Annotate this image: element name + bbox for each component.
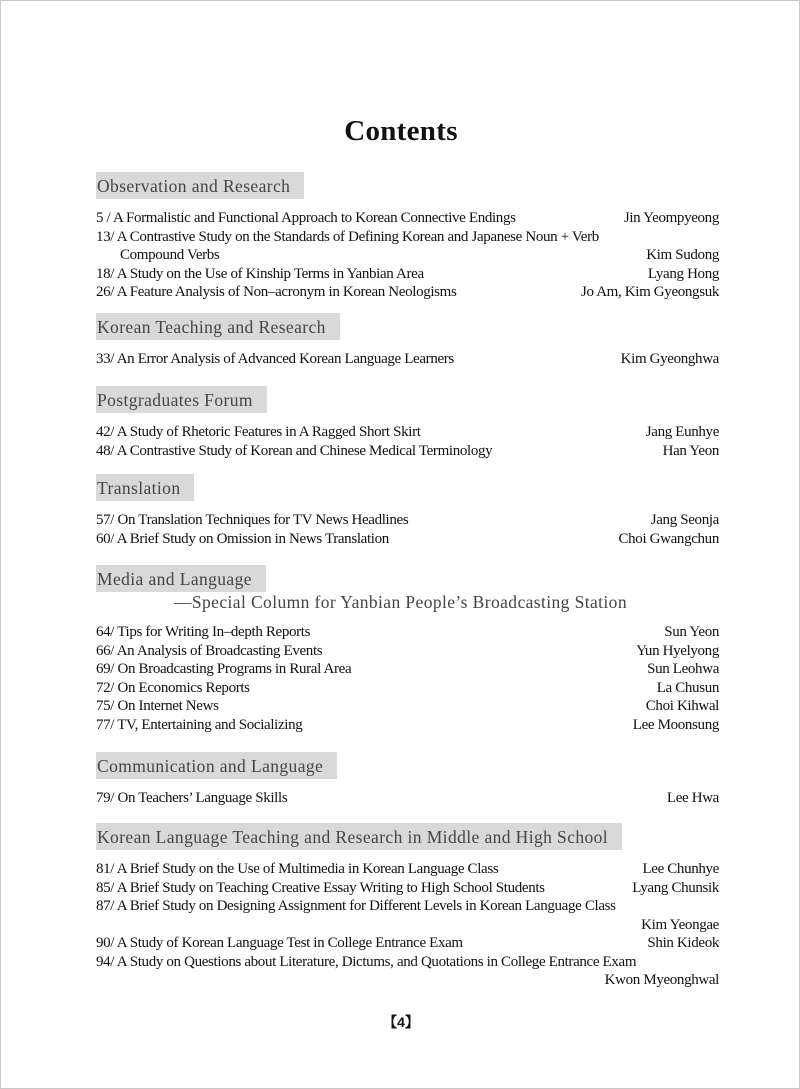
- toc-entry: [96, 350, 719, 369]
- toc-entry: [96, 623, 719, 642]
- entry-author: Jang Seonja: [650, 512, 719, 528]
- section-heading: Media and Language: [96, 565, 266, 592]
- toc-entry: [96, 642, 719, 661]
- entry-list: [96, 511, 719, 548]
- toc-entry: [96, 879, 719, 898]
- entry-author: Kim Sudong: [646, 247, 719, 263]
- section-heading: Communication and Language: [96, 752, 337, 779]
- entry-list: [96, 209, 719, 302]
- toc-entry: [96, 283, 719, 302]
- section-heading: Postgraduates Forum: [96, 386, 267, 413]
- toc-entry: [96, 716, 719, 735]
- toc-entry: [96, 697, 719, 716]
- entry-author: Lyang Hong: [647, 265, 719, 282]
- entry-author: Lee Hwa: [666, 790, 719, 806]
- entry-title: 48/ A Contrastive Study of Korean and Chinese Medical Terminology: [96, 442, 493, 459]
- entry-title: 94/ A Study on Questions about Literature, Dictums, and Quotations in College Entrance Exam: [96, 953, 637, 970]
- entry-title: 81/ A Brief Study on the Use of Multimedia in Korean Language Class: [96, 861, 499, 877]
- entry-author: Jin Yeompyeong: [623, 210, 719, 226]
- section-middle-high-school: [96, 823, 719, 990]
- section-subheading: —Special Column for Yanbian People’s Broadcasting Station: [174, 592, 627, 612]
- section-communication-language: [96, 752, 719, 808]
- entry-title: 87/ A Brief Study on Designing Assignment for Different Levels in Korean Language Class: [96, 898, 616, 914]
- entry-author: Kim Yeongae: [641, 916, 719, 933]
- entry-title: 85/ A Brief Study on Teaching Creative Essay Writing to High School Students: [96, 879, 545, 896]
- toc-entry: [96, 442, 719, 461]
- section-observation-research: [96, 172, 719, 302]
- entry-title: 33/ An Error Analysis of Advanced Korean Language Learners: [96, 351, 454, 367]
- entry-title: 75/ On Internet News: [96, 698, 219, 714]
- entry-title: 90/ A Study of Korean Language Test in College Entrance Exam: [96, 935, 463, 951]
- entry-title: 69/ On Broadcasting Programs in Rural Area: [96, 661, 352, 677]
- toc-entry: [96, 511, 719, 530]
- entry-title-continuation: Compound Verbs: [120, 247, 220, 263]
- page-number: 【4】: [383, 1014, 419, 1030]
- entry-author: Shin Kideok: [647, 935, 719, 951]
- toc-entry: [96, 265, 719, 284]
- entry-title: 18/ A Study on the Use of Kinship Terms in Yanbian Area: [96, 265, 424, 282]
- entry-author: Kwon Myeonghwal: [604, 972, 719, 988]
- entry-author: Lyang Chunsik: [632, 879, 719, 896]
- entry-title: 5 / A Formalistic and Functional Approach to Korean Connective Endings: [96, 210, 516, 226]
- toc-entry: [96, 679, 719, 698]
- section-korean-teaching-research: [96, 313, 719, 369]
- entry-author: Lee Moonsung: [632, 716, 719, 733]
- entry-list: [96, 623, 719, 734]
- entry-title: 64/ Tips for Writing In–depth Reports: [96, 624, 311, 640]
- toc-entry: [96, 228, 719, 265]
- entry-title: 42/ A Study of Rhetoric Features in A Ragged Short Skirt: [96, 424, 421, 440]
- toc-entry: [96, 789, 719, 808]
- entry-author: Jang Eunhye: [645, 424, 719, 440]
- entry-title-continued: [96, 246, 719, 265]
- section-postgraduates-forum: [96, 386, 719, 460]
- toc-entry: [96, 423, 719, 442]
- entry-list: [96, 860, 719, 990]
- entry-title: 60/ A Brief Study on Omission in News Translation: [96, 530, 389, 547]
- section-heading: Korean Teaching and Research: [96, 313, 340, 340]
- entry-list: [96, 423, 719, 460]
- entry-title: 66/ An Analysis of Broadcasting Events: [96, 642, 323, 659]
- entry-title: 13/ A Contrastive Study on the Standards of Defining Korean and Japanese Noun + Verb: [96, 228, 599, 245]
- entry-title: 77/ TV, Entertaining and Socializing: [96, 716, 303, 733]
- section-media-language: [96, 565, 719, 734]
- entry-author: Yun Hyelyong: [636, 642, 719, 659]
- entry-author: Choi Gwangchun: [618, 530, 719, 547]
- toc-entry: [96, 860, 719, 879]
- entry-author: Kim Gyeonghwa: [620, 351, 719, 367]
- entry-author: Jo Am, Kim Gyeongsuk: [580, 284, 719, 300]
- entry-title: 79/ On Teachers’ Language Skills: [96, 790, 288, 806]
- entry-author: Choi Kihwal: [645, 698, 719, 714]
- toc-entry: [96, 530, 719, 549]
- entry-author: Lee Chunhye: [642, 861, 719, 877]
- section-translation: [96, 474, 719, 548]
- section-heading: Translation: [96, 474, 194, 501]
- entry-title: 26/ A Feature Analysis of Non–acronym in Korean Neologisms: [96, 284, 457, 300]
- page-title: Contents: [344, 115, 458, 147]
- toc-entry: [96, 209, 719, 228]
- entry-author: La Chusun: [656, 679, 719, 696]
- entry-author: Sun Leohwa: [647, 661, 719, 677]
- entry-author: Sun Yeon: [664, 624, 719, 640]
- entry-title: 72/ On Economics Reports: [96, 679, 250, 696]
- toc-entry: [96, 934, 719, 953]
- section-heading: Observation and Research: [96, 172, 304, 199]
- entry-list: [96, 350, 719, 369]
- toc-entry: [96, 897, 719, 934]
- entry-title: 57/ On Translation Techniques for TV News Headlines: [96, 512, 409, 528]
- section-heading: Korean Language Teaching and Research in Middle and High School: [96, 823, 622, 850]
- toc-entry: [96, 953, 719, 990]
- entry-list: [96, 789, 719, 808]
- toc-entry: [96, 660, 719, 679]
- entry-author: Han Yeon: [662, 442, 719, 459]
